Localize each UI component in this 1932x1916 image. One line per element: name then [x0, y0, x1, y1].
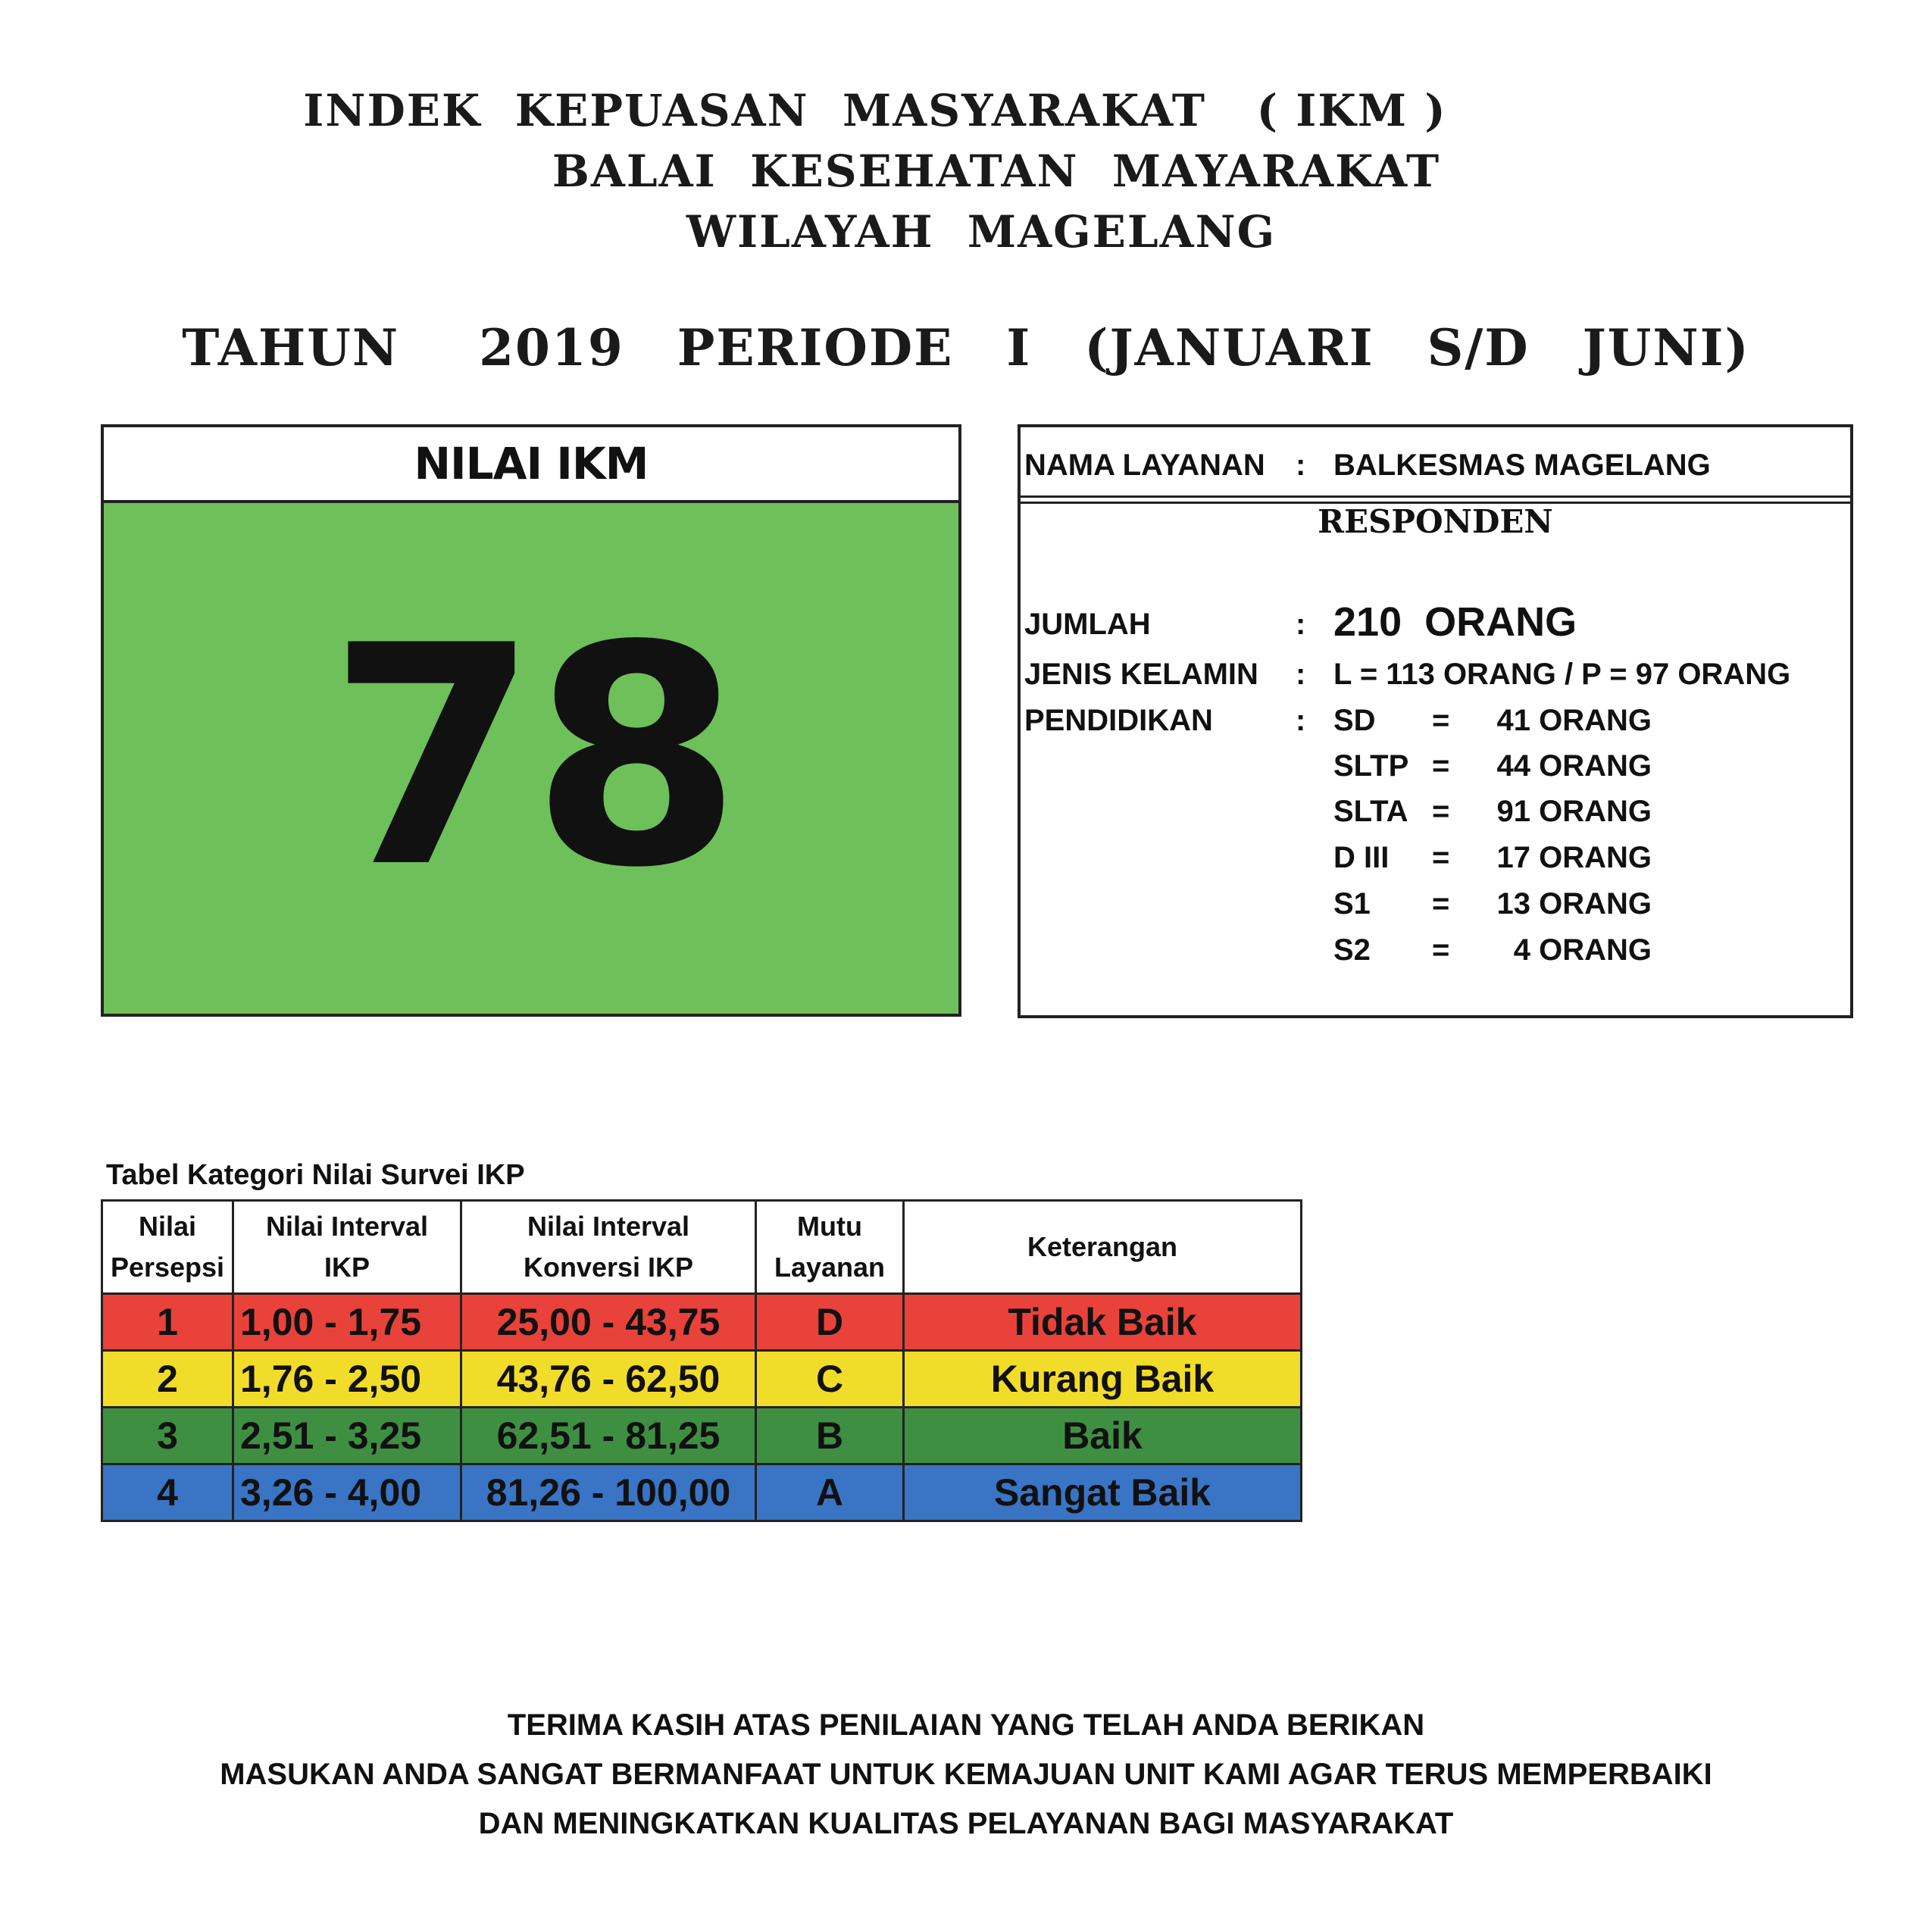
education-eq: = — [1432, 749, 1450, 783]
education-count: 44 ORANG — [1496, 749, 1652, 783]
cell-interval: 2,51 - 3,25 — [233, 1408, 461, 1464]
service-label: NAMA LAYANAN — [1024, 449, 1265, 482]
education-eq: = — [1432, 704, 1450, 737]
education-count: 91 ORANG — [1496, 795, 1652, 828]
cell-konversi: 25,00 - 43,75 — [461, 1294, 756, 1351]
header-line: IKP — [324, 1252, 370, 1283]
header-line: Keterangan — [1027, 1231, 1178, 1262]
header-line: Konversi IKP — [523, 1252, 694, 1283]
colon: : — [1296, 449, 1306, 482]
table-row — [102, 1464, 1302, 1521]
cell-konversi: 62,51 - 81,25 — [461, 1408, 756, 1464]
cell-mutu: A — [756, 1464, 904, 1521]
footer-line3: DAN MENINGKATKAN KUALITAS PELAYANAN BAGI MASYARAKAT — [478, 1807, 1454, 1840]
cell-persepsi: 2 — [102, 1351, 233, 1408]
table-header-row — [102, 1201, 1302, 1294]
education-level: SD — [1333, 704, 1376, 737]
colon: : — [1296, 608, 1306, 641]
header-line: Persepsi — [110, 1252, 225, 1283]
education-level: S1 — [1333, 887, 1371, 920]
cell-konversi: 43,76 - 62,50 — [461, 1351, 756, 1408]
cell-interval: 3,26 - 4,00 — [233, 1464, 461, 1521]
ikm-label: NILAI IKM — [104, 427, 958, 503]
header-mutu — [756, 1201, 904, 1294]
table-row — [102, 1294, 1302, 1351]
table-caption: Tabel Kategori Nilai Survei IKP — [106, 1159, 525, 1191]
header-interval — [233, 1201, 461, 1294]
divider — [1021, 495, 1850, 498]
education-eq: = — [1432, 841, 1450, 874]
header-line: Nilai — [138, 1211, 197, 1242]
education-label: PENDIDIKAN — [1024, 704, 1213, 737]
header-konversi — [461, 1201, 756, 1294]
cell-mutu: C — [756, 1351, 904, 1408]
header-persepsi — [102, 1201, 233, 1294]
gender-label: JENIS KELAMIN — [1024, 658, 1258, 691]
education-count: 41 ORANG — [1496, 704, 1652, 737]
cell-keterangan: Tidak Baik — [904, 1294, 1302, 1351]
colon: : — [1296, 704, 1306, 737]
colon: : — [1296, 658, 1306, 691]
header-title-line3: WILAYAH MAGELANG — [686, 206, 1277, 258]
cell-interval: 1,76 - 2,50 — [233, 1351, 461, 1408]
respondent-title: RESPONDEN — [1318, 503, 1553, 540]
header-period: TAHUN 2019 PERIODE I (JANUARI S/D JUNI) — [182, 318, 1750, 377]
header-line: Nilai Interval — [265, 1211, 429, 1242]
table-row — [102, 1351, 1302, 1408]
header-keterangan — [904, 1201, 1302, 1294]
cell-persepsi: 1 — [102, 1294, 233, 1351]
cell-mutu: B — [756, 1408, 904, 1464]
cell-mutu: D — [756, 1294, 904, 1351]
header-line: Mutu — [797, 1211, 862, 1242]
cell-keterangan: Baik — [904, 1408, 1302, 1464]
jumlah-value: 210 ORANG — [1333, 599, 1577, 645]
table-row — [102, 1408, 1302, 1464]
cell-keterangan: Sangat Baik — [904, 1464, 1302, 1521]
education-eq: = — [1432, 795, 1450, 828]
education-eq: = — [1432, 933, 1450, 967]
jumlah-label: JUMLAH — [1024, 608, 1151, 641]
education-level: D III — [1333, 841, 1390, 874]
education-count: 17 ORANG — [1496, 841, 1652, 874]
header-title-line2: BALAI KESEHATAN MAYARAKAT — [552, 145, 1441, 197]
education-level: SLTP — [1333, 749, 1409, 783]
header-line: Nilai Interval — [527, 1211, 690, 1242]
ikm-panel — [101, 424, 961, 1017]
education-level: S2 — [1333, 933, 1371, 967]
cell-konversi: 81,26 - 100,00 — [461, 1464, 756, 1521]
footer-line1: TERIMA KASIH ATAS PENILAIAN YANG TELAH ANDA BERIKAN — [507, 1708, 1425, 1742]
category-table — [101, 1199, 1302, 1522]
gender-value: L = 113 ORANG / P = 97 ORANG — [1333, 658, 1791, 691]
cell-persepsi: 3 — [102, 1408, 233, 1464]
education-level: SLTA — [1333, 795, 1408, 828]
education-count: 4 ORANG — [1513, 933, 1652, 967]
cell-persepsi: 4 — [102, 1464, 233, 1521]
service-value: BALKESMAS MAGELANG — [1333, 449, 1711, 482]
education-eq: = — [1432, 887, 1450, 920]
ikm-value: 78 — [327, 582, 735, 934]
footer-line2: MASUKAN ANDA SANGAT BERMANFAAT UNTUK KEMAJUAN UNIT KAMI AGAR TERUS MEMPERBAIKI — [220, 1758, 1712, 1791]
header-line: Layanan — [774, 1252, 886, 1283]
cell-interval: 1,00 - 1,75 — [233, 1294, 461, 1351]
cell-keterangan: Kurang Baik — [904, 1351, 1302, 1408]
education-count: 13 ORANG — [1496, 887, 1652, 920]
header-title-line1: INDEK KEPUASAN MASYARAKAT ( IKM ) — [303, 85, 1447, 136]
ikm-value-area — [104, 503, 958, 1014]
